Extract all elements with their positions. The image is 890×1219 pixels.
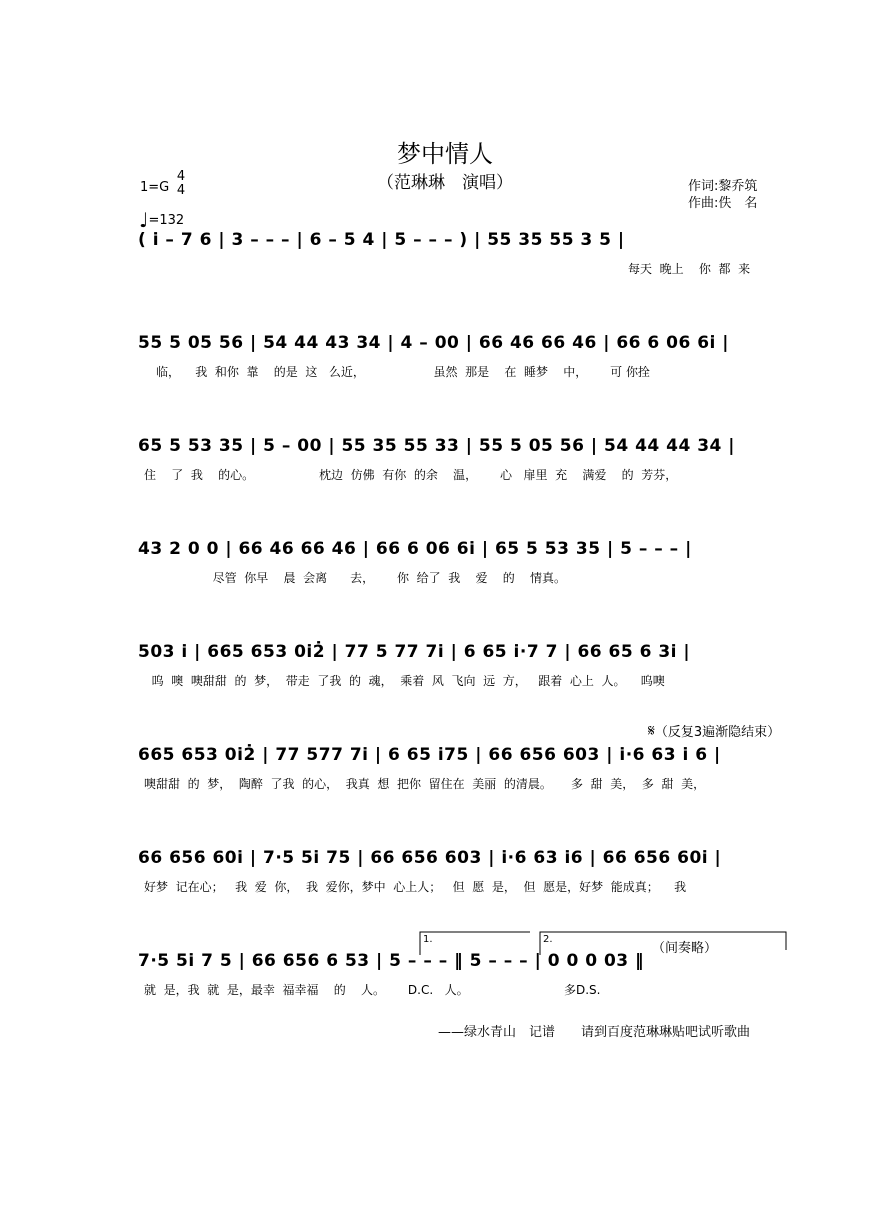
row-5-notes: 503 i̇ | 665 653 0i̇2̇ | 77 5 77 7i̇ | 6 65 i̇·7 7 | 66 65 6 3i̇ | xyxy=(138,642,691,662)
time-signature-top: 4 xyxy=(176,169,186,184)
segno-text: （反复3遍渐隐结束） xyxy=(654,725,781,740)
lyricist: 作词:黎乔筑 xyxy=(688,179,758,194)
song-subtitle: （范琳琳 演唱） xyxy=(377,173,513,193)
row-8-notes: 7·5 5i̇ 7 5 | 66 656 6 53 | 5 – – – ‖ 5 – – – | 0 0 0 03 ‖ xyxy=(138,951,645,971)
time-signature-bottom: 4 xyxy=(176,183,186,198)
row-2-notes: 55 5 05 56 | 54 44 43 34 | 4 – 00 | 66 46 66 46 | 66 6 06 6i̇ | xyxy=(138,333,730,353)
row-3-lyrics: 住 了 我 的心。 枕边 仿佛 有你 的余 温， 心 扉里 充 满爱 的 芳芬， xyxy=(144,468,678,482)
tempo-value: =132 xyxy=(148,213,185,228)
footer-credit: ——绿水青山 记谱 请到百度范琳琳贴吧试听歌曲 xyxy=(438,1025,751,1040)
composer: 作曲:佚 名 xyxy=(688,196,758,211)
row-1-lyrics: 每天 晚上 你 都 来 xyxy=(628,262,751,276)
row-6-notes: 665 653 0i̇2̇ | 77 577 7i̇ | 6 65 i̇75 | 66 656 603 | i̇·6 63 i̇ 6 | xyxy=(138,745,721,765)
volta-2-label: 2. xyxy=(543,934,553,945)
key-signature: 1=G xyxy=(140,180,170,195)
row-4-notes: 43 2 0 0 | 66 46 66 46 | 66 6 06 6i̇ | 65 5 53 35 | 5 – – – | xyxy=(138,539,692,559)
row-2-lyrics: 临， 我 和你 靠 的是 这 么近， 虽然 那是 在 睡梦 中， 可 你拴 xyxy=(156,365,650,379)
row-6-lyrics: 噢甜甜 的 梦， 陶醉 了我 的心， 我真 想 把你 留住在 美丽 的清晨。 多 甜 美， 多 甜 美， xyxy=(144,777,706,791)
quarter-note-icon: ♩ xyxy=(139,208,149,232)
volta-1-label: 1. xyxy=(423,934,433,945)
row-1-notes: ( i̇ – 7 6 | 3 – – – | 6 – 5 4 | 5 – – – ) | 55 35 55 3 5 | xyxy=(138,230,625,250)
song-title: 梦中情人 xyxy=(397,140,493,168)
row-4-lyrics: 尽管 你早 晨 会离 去， 你 给了 我 爱 的 情真。 xyxy=(144,571,566,585)
row-7-notes: 66 656 60i̇ | 7·5 5i̇ 75 | 66 656 603 | i̇·6 63 i̇6 | 66 656 60i̇ | xyxy=(138,848,722,868)
segno-icon: 𝄋 xyxy=(648,721,655,740)
row-8-lyrics: 就 是，我 就 是，最幸 福幸福 的 人。 D.C. 人。 多D.S. xyxy=(144,983,601,997)
row-5-lyrics: 呜 噢 噢甜甜 的 梦， 带走 了我 的 魂， 乘着 风 飞向 远 方， 跟着 心上 人。 呜噢 xyxy=(144,674,665,688)
interlude-note: （间奏略） xyxy=(652,941,718,956)
row-3-notes: 65 5 53 35 | 5 – 00 | 55 35 55 33 | 55 5 05 56 | 54 44 44 34 | xyxy=(138,436,736,456)
row-7-lyrics: 好梦 记在心； 我 爱 你， 我 爱你，梦中 心上人； 但 愿 是， 但 愿是，好梦 能成真； 我 xyxy=(144,880,687,894)
